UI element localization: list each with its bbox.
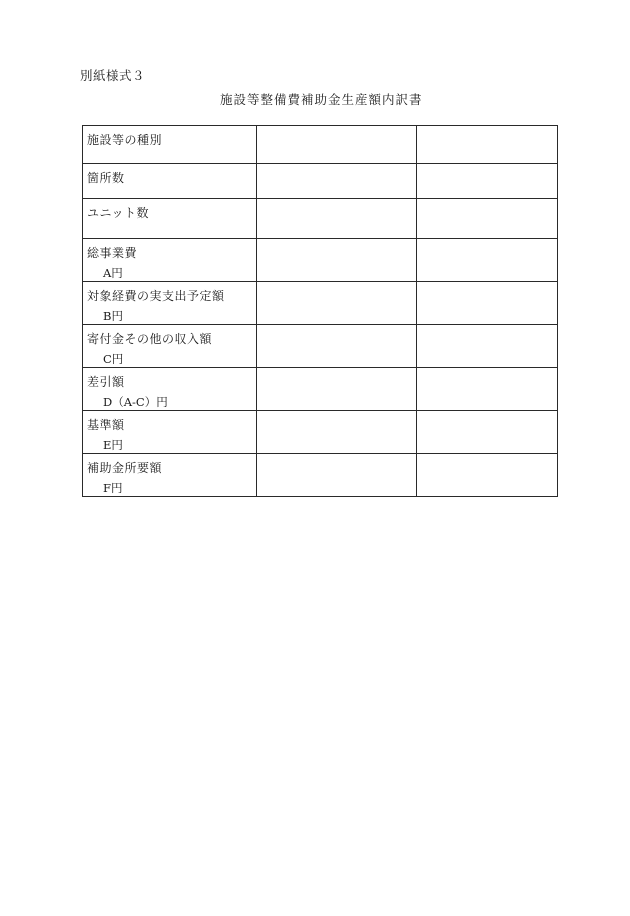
- table-row: [83, 239, 558, 282]
- value-cell: [257, 164, 417, 199]
- table-row: [83, 454, 558, 497]
- row-label: 施設等の種別: [87, 133, 163, 147]
- value-cell: [257, 126, 417, 164]
- row-sublabel: C円: [103, 352, 124, 366]
- table-row: [83, 368, 558, 411]
- value-cell: [417, 199, 558, 239]
- value-cell: [257, 325, 417, 368]
- row-label: 基準額: [87, 418, 125, 432]
- row-label-cell: [83, 368, 257, 411]
- value-cell: [417, 411, 558, 454]
- row-label: ユニット数: [87, 206, 150, 220]
- row-sublabel: F円: [103, 481, 123, 495]
- row-label-cell: [83, 325, 257, 368]
- value-cell: [417, 282, 558, 325]
- row-label-cell: [83, 454, 257, 497]
- value-cell: [417, 325, 558, 368]
- value-cell: [257, 454, 417, 497]
- row-label-cell: [83, 199, 257, 239]
- breakdown-table: [82, 125, 558, 497]
- row-label-cell: [83, 282, 257, 325]
- table-row: [83, 282, 558, 325]
- value-cell: [417, 239, 558, 282]
- value-cell: [417, 368, 558, 411]
- document-title: 施設等整備費補助金生産額内訳書: [220, 92, 423, 107]
- value-cell: [417, 454, 558, 497]
- row-sublabel: D（A-C）円: [103, 395, 168, 409]
- table-row: [83, 325, 558, 368]
- row-label: 補助金所要額: [87, 461, 163, 475]
- row-label-cell: [83, 411, 257, 454]
- value-cell: [257, 199, 417, 239]
- value-cell: [257, 411, 417, 454]
- table-row: [83, 199, 558, 239]
- row-label: 箇所数: [87, 171, 125, 185]
- row-label: 寄付金その他の収入額: [87, 332, 213, 346]
- row-label: 差引額: [87, 375, 125, 389]
- row-sublabel: B円: [103, 309, 123, 323]
- row-label: 対象経費の実支出予定額: [87, 289, 225, 303]
- value-cell: [257, 282, 417, 325]
- value-cell: [417, 126, 558, 164]
- table-row: [83, 411, 558, 454]
- value-cell: [417, 164, 558, 199]
- row-sublabel: A円: [103, 266, 123, 280]
- value-cell: [257, 368, 417, 411]
- value-cell: [257, 239, 417, 282]
- table-row: [83, 164, 558, 199]
- row-label: 総事業費: [87, 246, 138, 260]
- form-number: 別紙様式３: [80, 68, 146, 83]
- row-label-cell: [83, 126, 257, 164]
- row-label-cell: [83, 164, 257, 199]
- row-sublabel: E円: [103, 438, 123, 452]
- row-label-cell: [83, 239, 257, 282]
- table-row: [83, 126, 558, 164]
